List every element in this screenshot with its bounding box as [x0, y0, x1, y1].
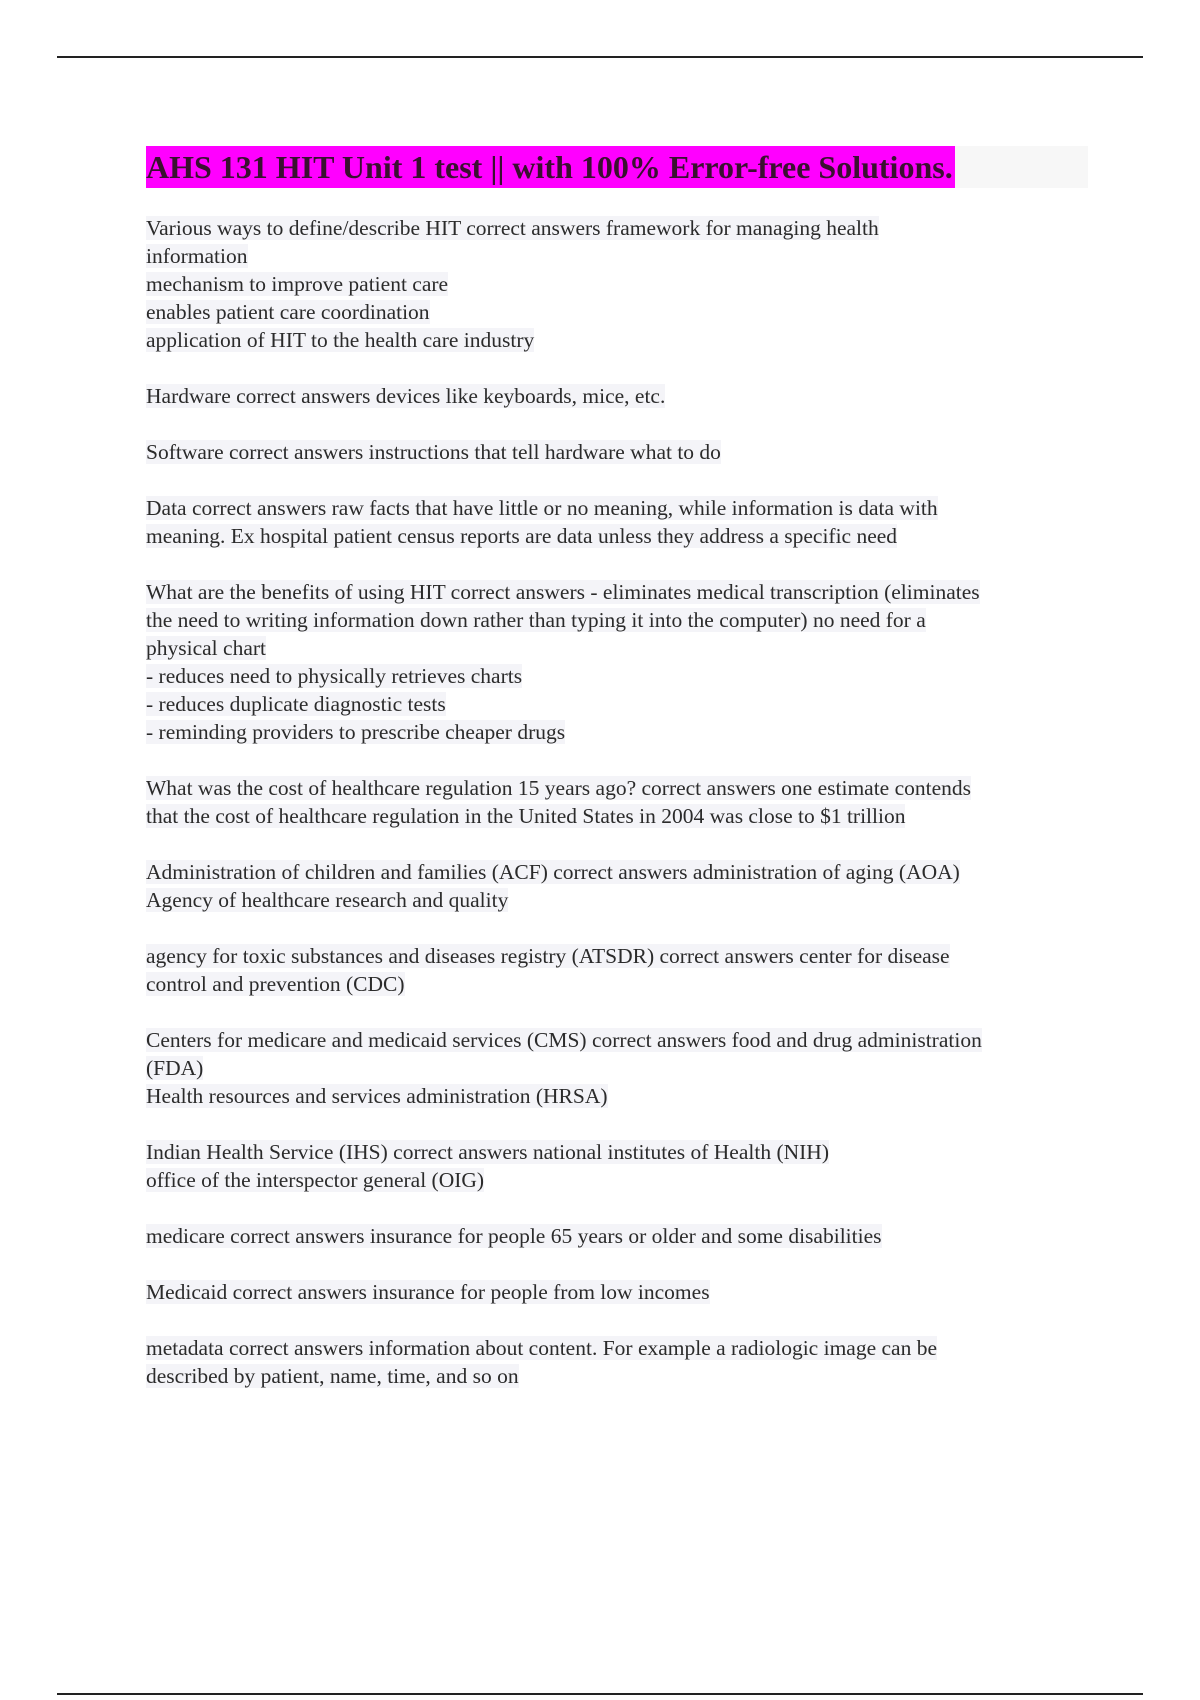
- qa-list: [146, 214, 1086, 1390]
- qa-entry: [146, 1026, 1086, 1110]
- document-body: [146, 146, 1086, 1418]
- qa-line-text: application of HIT to the health care industry: [146, 328, 535, 352]
- qa-line: [146, 298, 1086, 326]
- qa-line: [146, 970, 1086, 998]
- qa-line: [146, 858, 1086, 886]
- page-bottom-rule: [57, 1693, 1143, 1695]
- qa-line-text: - reminding providers to prescribe cheaper drugs: [146, 720, 566, 744]
- qa-line: [146, 1222, 1086, 1250]
- qa-line-text: Medicaid correct answers insurance for people from low incomes: [146, 1280, 710, 1304]
- qa-entry: [146, 858, 1086, 914]
- qa-line-text: Data correct answers raw facts that have little or no meaning, while information is data with: [146, 496, 938, 520]
- qa-line: [146, 1082, 1086, 1110]
- qa-entry: [146, 1334, 1086, 1390]
- qa-line-text: mechanism to improve patient care: [146, 272, 449, 296]
- qa-line: [146, 662, 1086, 690]
- qa-line: [146, 634, 1086, 662]
- qa-line-text: Various ways to define/describe HIT correct answers framework for managing health: [146, 216, 879, 240]
- qa-line-text: physical chart: [146, 636, 266, 660]
- qa-line: [146, 382, 1086, 410]
- qa-line: [146, 1166, 1086, 1194]
- qa-line-text: that the cost of healthcare regulation in the United States in 2004 was close to $1 trillion: [146, 804, 906, 828]
- qa-line-text: Centers for medicare and medicaid services (CMS) correct answers food and drug administration: [146, 1028, 982, 1052]
- qa-line: [146, 774, 1086, 802]
- qa-line-text: control and prevention (CDC): [146, 972, 405, 996]
- qa-line-text: described by patient, name, time, and so on: [146, 1364, 519, 1388]
- qa-line: [146, 802, 1086, 830]
- qa-line: [146, 1026, 1086, 1054]
- qa-line-text: - reduces need to physically retrieves charts: [146, 664, 523, 688]
- qa-line-text: meaning. Ex hospital patient census reports are data unless they address a specific need: [146, 524, 898, 548]
- qa-line: [146, 1278, 1086, 1306]
- qa-line-text: office of the interspector general (OIG): [146, 1168, 485, 1192]
- qa-line-text: the need to writing information down rather than typing it into the computer) no need for a: [146, 608, 926, 632]
- page-top-rule: [57, 56, 1143, 58]
- qa-line-text: agency for toxic substances and diseases registry (ATSDR) correct answers center for disease: [146, 944, 950, 968]
- qa-line: [146, 522, 1086, 550]
- qa-line-text: - reduces duplicate diagnostic tests: [146, 692, 446, 716]
- qa-line: [146, 1362, 1086, 1390]
- qa-line-text: Software correct answers instructions that tell hardware what to do: [146, 440, 721, 464]
- qa-line: [146, 886, 1086, 914]
- qa-line-text: enables patient care coordination: [146, 300, 430, 324]
- qa-entry: [146, 774, 1086, 830]
- qa-line-text: What was the cost of healthcare regulation 15 years ago? correct answers one estimate contends: [146, 776, 972, 800]
- qa-line-text: Hardware correct answers devices like keyboards, mice, etc.: [146, 384, 666, 408]
- qa-line: [146, 578, 1086, 606]
- qa-line: [146, 1054, 1086, 1082]
- qa-entry: [146, 1138, 1086, 1194]
- qa-line: [146, 242, 1086, 270]
- qa-line-text: Agency of healthcare research and quality: [146, 888, 509, 912]
- qa-line: [146, 494, 1086, 522]
- qa-line-text: (FDA): [146, 1056, 204, 1080]
- qa-line: [146, 1334, 1086, 1362]
- qa-line-text: metadata correct answers information about content. For example a radiologic image can be: [146, 1336, 938, 1360]
- qa-line-text: What are the benefits of using HIT correct answers - eliminates medical transcription (eliminates: [146, 580, 980, 604]
- qa-line-text: information: [146, 244, 248, 268]
- qa-entry: [146, 438, 1086, 466]
- title-bar: [146, 146, 1088, 188]
- qa-line: [146, 438, 1086, 466]
- qa-line: [146, 718, 1086, 746]
- document-title: AHS 131 HIT Unit 1 test || with 100% Error-free Solutions.: [146, 146, 955, 188]
- qa-line-text: Indian Health Service (IHS) correct answers national institutes of Health (NIH): [146, 1140, 829, 1164]
- qa-line: [146, 214, 1086, 242]
- qa-line: [146, 1138, 1086, 1166]
- qa-entry: [146, 214, 1086, 354]
- qa-line: [146, 942, 1086, 970]
- qa-entry: [146, 1278, 1086, 1306]
- qa-entry: [146, 578, 1086, 746]
- qa-line-text: medicare correct answers insurance for people 65 years or older and some disabilities: [146, 1224, 882, 1248]
- qa-entry: [146, 942, 1086, 998]
- qa-line: [146, 690, 1086, 718]
- qa-line: [146, 606, 1086, 634]
- qa-line-text: Administration of children and families (ACF) correct answers administration of aging (AOA): [146, 860, 960, 884]
- qa-entry: [146, 382, 1086, 410]
- qa-line: [146, 326, 1086, 354]
- qa-entry: [146, 1222, 1086, 1250]
- qa-line: [146, 270, 1086, 298]
- qa-line-text: Health resources and services administration (HRSA): [146, 1084, 608, 1108]
- qa-entry: [146, 494, 1086, 550]
